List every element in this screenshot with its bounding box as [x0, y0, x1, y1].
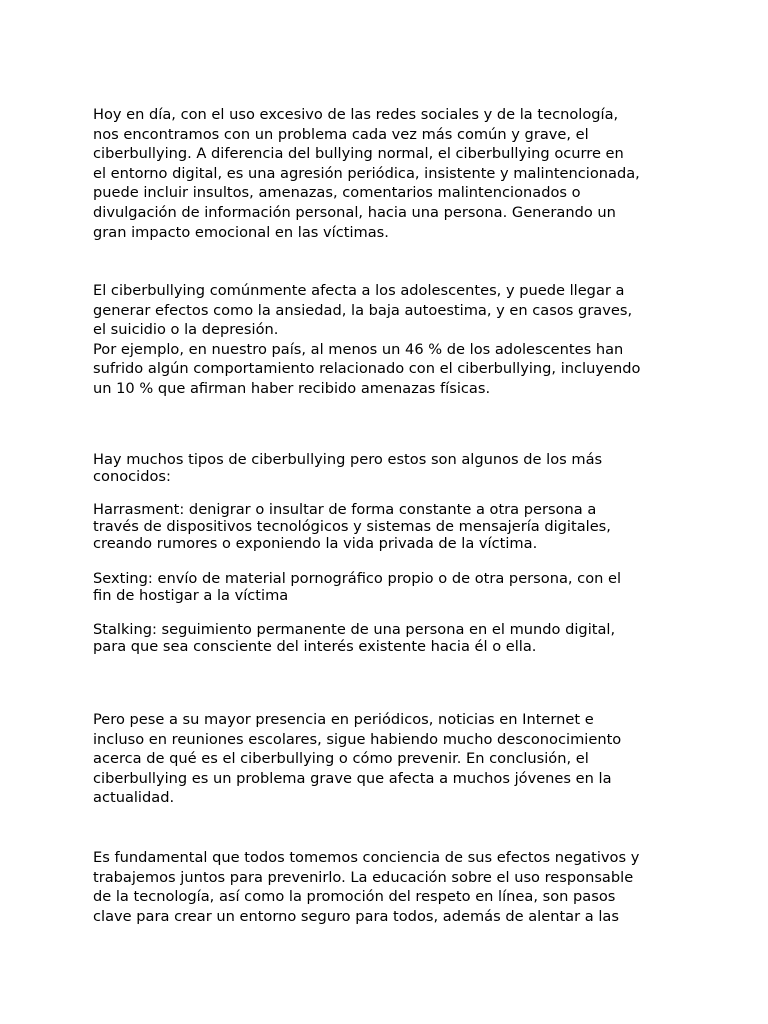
text-line: través de dispositivos tecnológicos y sistemas de mensajería digitales, [93, 518, 611, 536]
text-line: ciberbullying es un problema grave que afecta a muchos jóvenes en la [93, 769, 612, 787]
paragraph-call-to-action [93, 848, 683, 926]
text-line: incluso en reuniones escolares, sigue habiendo mucho desconocimiento [93, 730, 622, 748]
text-line: conocidos: [93, 468, 171, 486]
text-line: puede incluir insultos, amenazas, comentarios malintencionados o [93, 184, 581, 202]
text-line: ciberbullying. A diferencia del bullying normal, el ciberbullying ocurre en [93, 145, 624, 163]
text-line: Stalking: seguimiento permanente de una persona en el mundo digital, [93, 621, 616, 638]
text-line: de la tecnología, así como la promoción del respeto en línea, son pasos [93, 888, 616, 906]
text-line: fin de hostigar a la víctima [93, 587, 289, 605]
text-line: trabajemos juntos para prevenirlo. La educación sobre el uso responsable [93, 868, 634, 886]
paragraph-harrasment [93, 501, 683, 553]
paragraph-stalking [93, 621, 683, 655]
text-line: Por ejemplo, en nuestro país, al menos un 46 % de los adolescentes han [93, 340, 624, 358]
text-line: Harrasment: denigrar o insultar de forma constante a otra persona a [93, 501, 597, 518]
paragraph-sexting [93, 570, 683, 604]
text-line: Hay muchos tipos de ciberbullying pero estos son algunos de los más [93, 451, 603, 468]
text-line: sufrido algún comportamiento relacionado con el ciberbullying, incluyendo [93, 360, 641, 378]
text-line: el suicidio o la depresión. [93, 321, 279, 339]
text-line: creando rumores o exponiendo la vida privada de la víctima. [93, 535, 538, 553]
paragraph-conclusion [93, 710, 683, 808]
text-line: acerca de qué es el ciberbullying o cómo prevenir. En conclusión, el [93, 750, 589, 768]
paragraph-effects [93, 281, 683, 399]
text-line: actualidad. [93, 789, 175, 807]
text-line: Hoy en día, con el uso excesivo de las redes sociales y de la tecnología, [93, 106, 619, 123]
text-line: Es fundamental que todos tomemos conciencia de sus efectos negativos y [93, 849, 640, 866]
paragraph-types-intro [93, 451, 683, 485]
text-line: un 10 % que afirman haber recibido amenazas físicas. [93, 379, 491, 397]
text-line: Sexting: envío de material pornográfico propio o de otra persona, con el [93, 570, 622, 587]
text-line: generar efectos como la ansiedad, la baja autoestima, y en casos graves, [93, 301, 633, 319]
text-line: nos encontramos con un problema cada vez más común y grave, el [93, 125, 589, 143]
text-line: divulgación de información personal, hacia una persona. Generando un [93, 203, 616, 221]
text-line: clave para crear un entorno seguro para todos, además de alentar a las [93, 907, 619, 925]
paragraph-intro [93, 105, 683, 242]
text-line: El ciberbullying comúnmente afecta a los adolescentes, y puede llegar a [93, 282, 625, 299]
text-line: gran impacto emocional en las víctimas. [93, 223, 389, 241]
text-line: para que sea consciente del interés existente hacia él o ella. [93, 638, 537, 656]
text-line: el entorno digital, es una agresión periódica, insistente y malintencionada, [93, 164, 640, 182]
text-line: Pero pese a su mayor presencia en periódicos, noticias en Internet e [93, 711, 594, 728]
